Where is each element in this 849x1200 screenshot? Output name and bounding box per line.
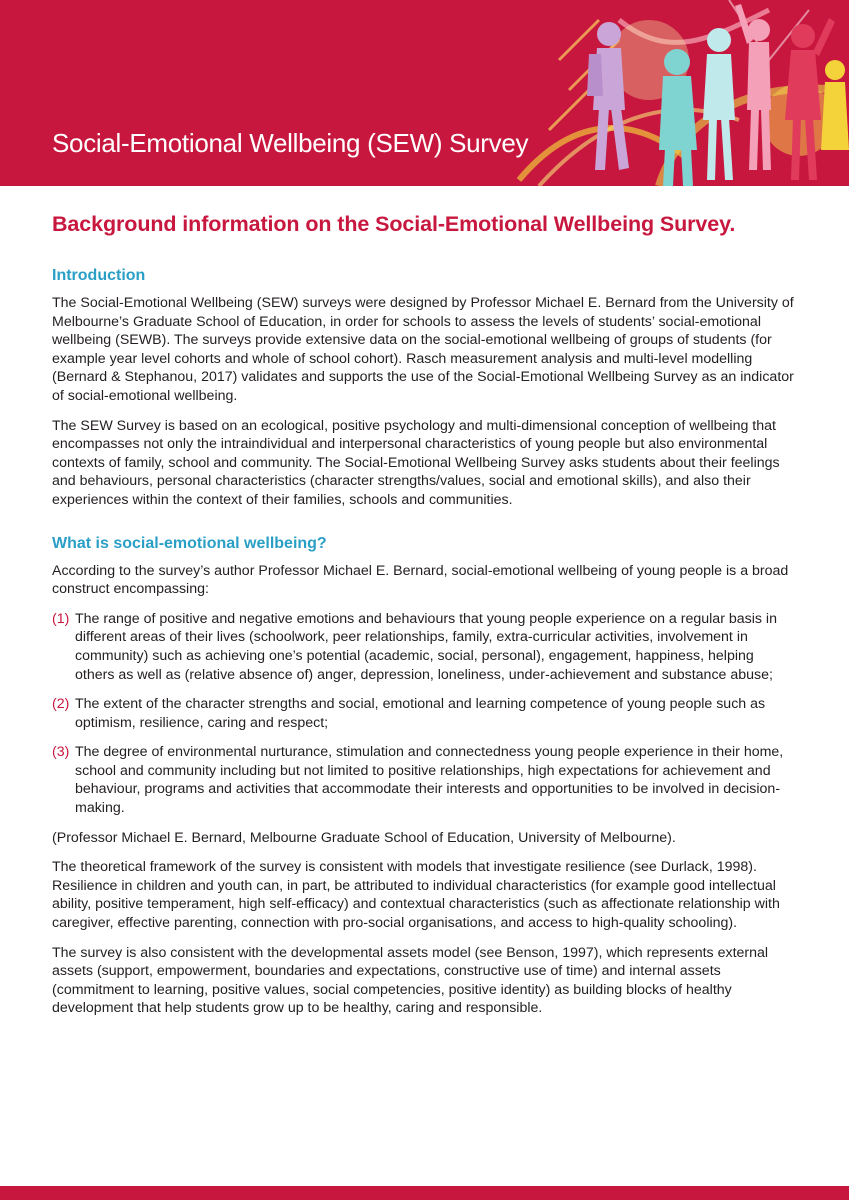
list-number: (2) [52, 696, 70, 713]
citation: (Professor Michael E. Bernard, Melbourne Graduate School of Education, University of Melbourne). [52, 829, 676, 846]
silhouettes-of-children-illustration [509, 0, 849, 186]
paragraph: The survey is also consistent with the developmental assets model (see Benson, 1997), which represents external assets (support, empowerment, boundaries and expectations, constructive use of time) and internal assets (commitment to learning, positive values, social competencies, positive identity) as building blocks of healthy development that help students grow up to be healthy, caring and responsible. [52, 944, 769, 1017]
page-title: Social-Emotional Wellbeing (SEW) Survey [52, 128, 529, 158]
list-number: (3) [52, 744, 70, 761]
paragraph: The theoretical framework of the survey is consistent with models that investigate resilience (see Durlack, 1998). Resilience in children and youth can, in part, be attributed to individual characteristics (for example good intellectual ability, positive temperament, high self-efficacy) and contextual characteristics (such as affectionate relationship with caregiver, effective parenting, connection with pro-social organisations, and access to high-quality schooling). [52, 859, 780, 932]
paragraph: According to the survey’s author Professor Michael E. Bernard, social-emotional wellbeing of young people is a broad construct encompassing: [52, 562, 789, 598]
document-heading: Background information on the Social-Emotional Wellbeing Survey. [52, 212, 736, 236]
numbered-list [52, 610, 797, 818]
list-number: (1) [52, 610, 70, 627]
list-item [52, 610, 797, 684]
list-item-text: The extent of the character strengths and social, emotional and learning competence of young people such as optimism, resilience, caring and respect; [75, 696, 766, 731]
section-heading-introduction: Introduction [52, 267, 146, 284]
paragraph: The SEW Survey is based on an ecological, positive psychology and multi-dimensional conception of wellbeing that encompasses not only the intraindividual and interpersonal characteristics of young people but also environmental contexts of family, school and community. The Social-Emotional Wellbeing Survey asks students about their feelings and behaviours, personal characteristics (character strengths/values, social and emotional skills), and also their experiences within the context of their families, schools and communities. [52, 417, 780, 508]
footer-bar [0, 1186, 849, 1200]
paragraph: The Social-Emotional Wellbeing (SEW) surveys were designed by Professor Michael E. Bernard from the University of Melbourne’s Graduate School of Education, in order for schools to assess the levels of students’ social-emotional wellbeing (SEWB). The surveys provide extensive data on the social-emotional wellbeing of groups of students (for example year level cohorts and whole of school cohort). Rasch measurement analysis and multi-level modelling (Bernard & Stephanou, 2017) validates and supports the use of the Social-Emotional Wellbeing Survey as an indicator of social-emotional wellbeing. [52, 295, 794, 404]
section-heading-what-is-sewb: What is social-emotional wellbeing? [52, 534, 327, 552]
list-item-text: The range of positive and negative emotions and behaviours that young people experience on a regular basis in different areas of their lives (schoolwork, peer relationships, family, extra-curricular activities, involvement in community) such as achieving one’s potential (academic, social, personal), engagement, happiness, helping others as well as (relative absence of) anger, depression, loneliness, under-achievement and substance abuse; [75, 610, 777, 683]
list-item [52, 743, 797, 817]
list-item [52, 695, 797, 732]
document-body [52, 212, 797, 1029]
header-banner [0, 0, 849, 186]
list-item-text: The degree of environmental nurturance, stimulation and connectedness young people experience in their home, school and community including but not limited to positive relationships, high expectations for achievement and behaviour, programs and activities that accommodate their interests and opportunities to be involved in decision-making. [75, 744, 784, 817]
